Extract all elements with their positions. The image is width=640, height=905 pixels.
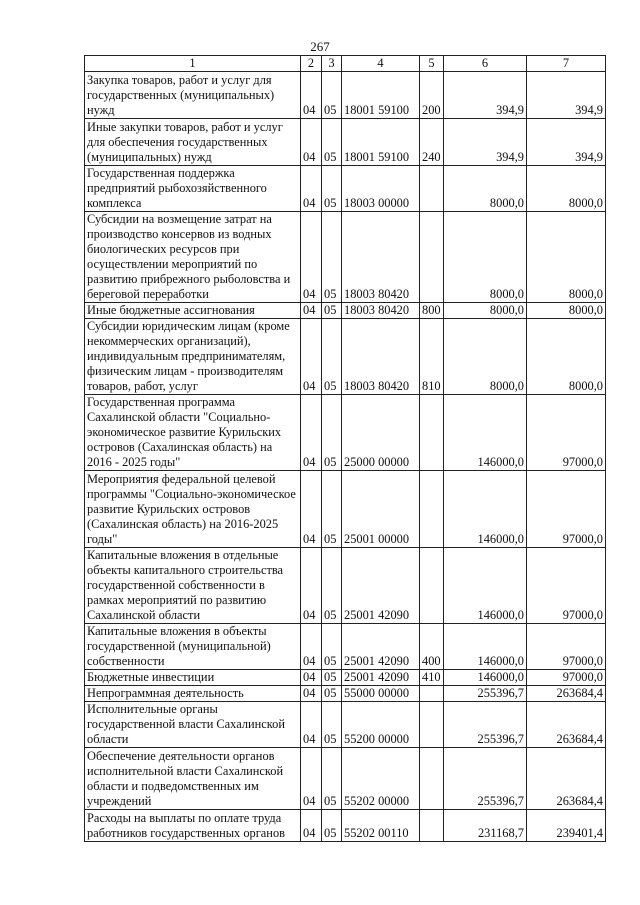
row-amount-year2: 263684,4 [527,748,606,810]
row-amount-year2: 394,9 [527,72,606,119]
table-row [85,702,606,748]
table-row [85,471,606,548]
row-target-code: 25001 42090 [342,624,420,670]
table-row [85,72,606,119]
row-name: Расходы на выплаты по оплате труда работников государственных органов [85,810,301,842]
row-section: 04 [301,212,322,303]
row-expense-type [420,748,444,810]
row-target-code: 55202 00000 [342,748,420,810]
table-row [85,810,606,842]
row-section: 04 [301,72,322,119]
row-section: 04 [301,303,322,319]
header-cell: 6 [444,56,527,72]
table-row [85,748,606,810]
row-name: Мероприятия федеральной целевой программы "Социально-экономическое развитие Курильских островов (Сахалинская область) на 2016-2025 годы" [85,471,301,548]
row-expense-type [420,548,444,624]
table-row [85,624,606,670]
row-target-code: 18001 59100 [342,119,420,166]
table-row [85,670,606,686]
row-expense-type: 410 [420,670,444,686]
row-subsection: 05 [322,702,342,748]
row-subsection: 05 [322,548,342,624]
table-row [85,395,606,471]
row-section: 04 [301,670,322,686]
row-name: Капитальные вложения в отдельные объекты капитального строительства государственной собственности в рамках мероприятий по развитию Сахалинской области [85,548,301,624]
row-amount-year1: 146000,0 [444,471,527,548]
row-name: Государственная поддержка предприятий рыбохозяйственного комплекса [85,166,301,212]
table-row [85,303,606,319]
row-subsection: 05 [322,72,342,119]
row-amount-year1: 146000,0 [444,624,527,670]
row-amount-year2: 394,9 [527,119,606,166]
row-subsection: 05 [322,686,342,702]
table-row [85,119,606,166]
table-row [85,548,606,624]
row-name: Государственная программа Сахалинской области "Социально-экономическое развитие Курильских островов (Сахалинская область) на 2016 - 2025 годы" [85,395,301,471]
row-amount-year1: 255396,7 [444,686,527,702]
row-amount-year1: 255396,7 [444,702,527,748]
row-amount-year2: 8000,0 [527,212,606,303]
row-amount-year2: 239401,4 [527,810,606,842]
row-target-code: 55000 00000 [342,686,420,702]
page-number: 267 [310,39,330,54]
row-amount-year2: 97000,0 [527,471,606,548]
row-section: 04 [301,748,322,810]
row-amount-year1: 8000,0 [444,212,527,303]
header-cell: 4 [342,56,420,72]
row-amount-year2: 97000,0 [527,624,606,670]
row-target-code: 55200 00000 [342,702,420,748]
row-name: Исполнительные органы государственной власти Сахалинской области [85,702,301,748]
row-amount-year1: 255396,7 [444,748,527,810]
table-row [85,686,606,702]
row-section: 04 [301,686,322,702]
row-target-code: 18003 80420 [342,319,420,395]
budget-table [84,55,606,842]
row-subsection: 05 [322,624,342,670]
row-amount-year1: 8000,0 [444,319,527,395]
row-name: Капитальные вложения в объекты государственной (муниципальной) собственности [85,624,301,670]
row-subsection: 05 [322,166,342,212]
row-target-code: 25000 00000 [342,395,420,471]
row-expense-type [420,395,444,471]
row-subsection: 05 [322,319,342,395]
row-target-code: 18003 80420 [342,212,420,303]
row-target-code: 25001 42090 [342,548,420,624]
row-expense-type: 810 [420,319,444,395]
row-amount-year1: 394,9 [444,72,527,119]
row-expense-type: 400 [420,624,444,670]
row-amount-year2: 8000,0 [527,303,606,319]
row-target-code: 18003 00000 [342,166,420,212]
row-target-code: 55202 00110 [342,810,420,842]
row-amount-year2: 263684,4 [527,702,606,748]
row-expense-type [420,166,444,212]
header-cell: 3 [322,56,342,72]
table-row [85,319,606,395]
row-name: Субсидии юридическим лицам (кроме некоммерческих организаций), индивидуальным предпринимателям, физическим лицам - производителям товаров, работ, услуг [85,319,301,395]
row-section: 04 [301,702,322,748]
row-name: Иные бюджетные ассигнования [85,303,301,319]
row-subsection: 05 [322,748,342,810]
row-amount-year1: 146000,0 [444,548,527,624]
row-amount-year2: 263684,4 [527,686,606,702]
row-amount-year1: 146000,0 [444,395,527,471]
row-subsection: 05 [322,471,342,548]
row-name: Бюджетные инвестиции [85,670,301,686]
row-amount-year2: 97000,0 [527,670,606,686]
row-name: Иные закупки товаров, работ и услуг для обеспечения государственных (муниципальных) нужд [85,119,301,166]
row-target-code: 25001 42090 [342,670,420,686]
row-expense-type [420,702,444,748]
row-amount-year1: 8000,0 [444,166,527,212]
row-section: 04 [301,810,322,842]
row-expense-type [420,471,444,548]
header-cell: 1 [85,56,301,72]
row-name: Закупка товаров, работ и услуг для государственных (муниципальных) нужд [85,72,301,119]
row-name: Непрограммная деятельность [85,686,301,702]
row-expense-type [420,810,444,842]
row-expense-type [420,686,444,702]
header-cell: 2 [301,56,322,72]
row-amount-year2: 97000,0 [527,548,606,624]
row-subsection: 05 [322,395,342,471]
row-amount-year2: 8000,0 [527,166,606,212]
row-amount-year1: 8000,0 [444,303,527,319]
row-subsection: 05 [322,810,342,842]
row-section: 04 [301,471,322,548]
row-subsection: 05 [322,119,342,166]
header-cell: 7 [527,56,606,72]
row-name: Субсидии на возмещение затрат на производство консервов из водных биологических ресурсов при осуществлении мероприятий по развитию прибрежного рыболовства и береговой переработки [85,212,301,303]
row-section: 04 [301,319,322,395]
row-target-code: 25001 00000 [342,471,420,548]
row-expense-type: 200 [420,72,444,119]
row-amount-year2: 97000,0 [527,395,606,471]
row-subsection: 05 [322,670,342,686]
row-target-code: 18003 80420 [342,303,420,319]
row-expense-type: 800 [420,303,444,319]
table-row [85,166,606,212]
row-section: 04 [301,166,322,212]
row-subsection: 05 [322,303,342,319]
table-header-row [85,56,606,72]
row-amount-year1: 394,9 [444,119,527,166]
row-target-code: 18001 59100 [342,72,420,119]
row-amount-year2: 8000,0 [527,319,606,395]
row-expense-type [420,212,444,303]
row-section: 04 [301,548,322,624]
row-amount-year1: 231168,7 [444,810,527,842]
row-name: Обеспечение деятельности органов исполнительной власти Сахалинской области и подведомственных им учреждений [85,748,301,810]
row-section: 04 [301,395,322,471]
row-expense-type: 240 [420,119,444,166]
table-row [85,212,606,303]
row-section: 04 [301,119,322,166]
row-subsection: 05 [322,212,342,303]
row-section: 04 [301,624,322,670]
row-amount-year1: 146000,0 [444,670,527,686]
header-cell: 5 [420,56,444,72]
